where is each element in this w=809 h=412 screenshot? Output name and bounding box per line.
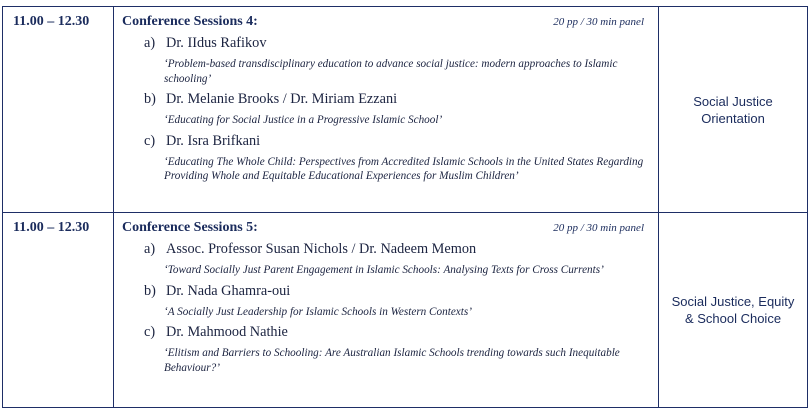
session-title: Conference Sessions 5: <box>122 220 258 235</box>
talk-speaker: Dr. IIdus Rafikov <box>166 35 267 51</box>
talk-title: ‘Problem-based transdisciplinary education to advance social justice: modern approaches to Islamic schooling’ <box>164 58 618 85</box>
talk-item <box>122 323 650 375</box>
talk-title: ‘Educating for Social Justice in a Progressive Islamic School’ <box>164 114 443 126</box>
talk-title: ‘Elitism and Barriers to Schooling: Are Australian Islamic Schools trending towards such Inequitable Behaviour?’ <box>164 347 620 374</box>
session-cell <box>114 213 659 408</box>
session-cell <box>114 7 659 213</box>
talk-item <box>122 240 650 278</box>
talk-item <box>122 90 650 128</box>
talk-title: ‘Toward Socially Just Parent Engagement in Islamic Schools: Analysing Texts for Cross Currents’ <box>164 264 604 276</box>
talk-speaker: Dr. Mahmood Nathie <box>166 324 288 340</box>
talk-item <box>122 132 650 184</box>
session-title: Conference Sessions 4: <box>122 14 258 29</box>
talk-speaker: Assoc. Professor Susan Nichols / Dr. Nadeem Memon <box>166 241 477 257</box>
talk-letter: c) <box>144 324 156 340</box>
session-theme: Social Justice Orientation <box>693 93 773 126</box>
talk-letter: a) <box>144 35 156 51</box>
theme-cell <box>659 7 808 213</box>
session-format: 20 pp / 30 min panel <box>553 222 644 234</box>
talk-letter: b) <box>144 91 156 107</box>
time-cell <box>3 7 114 213</box>
theme-cell <box>659 213 808 408</box>
talk-speaker: Dr. Melanie Brooks / Dr. Miriam Ezzani <box>166 91 398 107</box>
session-row <box>3 7 808 213</box>
talk-letter: b) <box>144 282 156 299</box>
session-time: 11.00 – 12.30 <box>13 220 90 235</box>
session-format: 20 pp / 30 min panel <box>553 16 644 28</box>
time-cell <box>3 213 114 408</box>
session-time: 11.00 – 12.30 <box>13 14 90 29</box>
talk-title: ‘Educating The Whole Child: Perspectives from Accredited Islamic Schools in the United States Regarding Providing Whole and Equitable Educational Experiences for Muslim Children’ <box>164 155 644 182</box>
talk-speaker: Dr. Nada Ghamra-oui <box>166 282 291 299</box>
talk-speaker: Dr. Isra Brifkani <box>166 132 261 149</box>
session-theme: Social Justice, Equity & School Choice <box>671 294 795 326</box>
session-row <box>3 213 808 408</box>
talk-letter: a) <box>144 241 156 257</box>
talk-title: ‘A Socially Just Leadership for Islamic Schools in Western Contexts’ <box>164 305 472 318</box>
talk-item <box>122 282 650 320</box>
schedule-table <box>2 6 808 408</box>
talk-item <box>122 34 650 86</box>
talk-letter: c) <box>144 132 156 149</box>
